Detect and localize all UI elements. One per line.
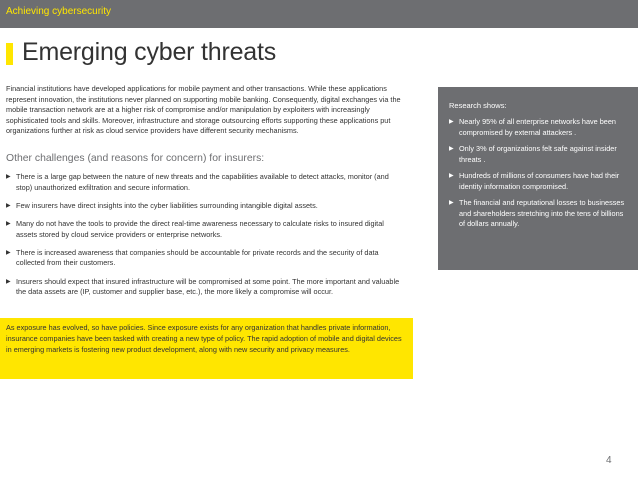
- list-item: [6, 172, 406, 193]
- triangle-bullet-icon: ▶: [449, 119, 454, 125]
- top-section-bar: [0, 0, 638, 28]
- list-item-text: The financial and reputational losses to businesses and shareholders stretching into the tens of billions of dollars annually.: [459, 198, 625, 228]
- list-item: [6, 277, 406, 298]
- list-item: [6, 219, 406, 240]
- list-item: [449, 117, 631, 138]
- triangle-bullet-icon: ▶: [449, 200, 454, 206]
- section-label: Achieving cybersecurity: [6, 6, 112, 17]
- list-item: [449, 171, 631, 192]
- challenges-list: [6, 172, 406, 305]
- triangle-bullet-icon: ▶: [6, 249, 11, 256]
- research-panel: [438, 87, 638, 270]
- list-item-text: There is increased awareness that companies should be accountable for private records and the security of data collected from their customers.: [16, 247, 379, 268]
- intro-paragraph: Financial institutions have developed applications for mobile payment and other transactions. While these applications represent innovation, the institutions never planned on supporting mobile banking. Consequently, digital exchanges via the mobile transaction network are at a higher risk of compromise and/or manipulation by exploiters with increasingly sophisticated tools and skills. Moreover, infrastructure and storage outsourcing efforts supporting these applications put organizations further at risk as cloud service providers have different security mechanisms.: [6, 84, 401, 136]
- research-list: [449, 117, 631, 236]
- list-item-text: There is a large gap between the nature of new threats and the capabilities available to detect attacks, monitor (and stop) unauthorized exfiltration and secure information.: [16, 172, 389, 192]
- list-item-text: Hundreds of millions of consumers have had their identity information compromised.: [459, 171, 620, 191]
- triangle-bullet-icon: ▶: [449, 173, 454, 179]
- highlight-text: As exposure has evolved, so have policies. Since exposure exists for any organization that handles private information, insurance companies have been tasked with creating a new type of policy. The rapid adoption of mobile and digital devices in emerging markets is fostering new product development, along with new security and privacy measures.: [6, 323, 402, 354]
- list-item-text: Insurers should expect that insured infrastructure will be compromised at some point. The more important and valuable the data assets are (IP, customer and supplier base, etc.), the more likely a compromise will occur.: [16, 276, 400, 297]
- research-title: Research shows:: [449, 101, 507, 110]
- list-item: [6, 201, 406, 212]
- triangle-bullet-icon: ▶: [6, 202, 11, 209]
- list-item: [6, 248, 406, 269]
- list-item-text: Nearly 95% of all enterprise networks have been compromised by external attackers .: [459, 117, 616, 137]
- page-number: 4: [606, 455, 612, 466]
- list-item: [449, 198, 631, 230]
- triangle-bullet-icon: ▶: [6, 278, 11, 285]
- triangle-bullet-icon: ▶: [6, 174, 11, 180]
- list-item: [449, 144, 631, 165]
- triangle-bullet-icon: ▶: [6, 220, 11, 227]
- list-item-text: Many do not have the tools to provide the direct real-time awareness necessary to calculate risks to insured digital assets stored by cloud service providers or enterprise networks.: [16, 218, 384, 239]
- title-accent-bar: [6, 43, 13, 65]
- highlight-callout: [0, 318, 413, 379]
- page-title: Emerging cyber threats: [22, 38, 277, 66]
- list-item-text: Few insurers have direct insights into the cyber liabilities surrounding intangible digital assets.: [16, 200, 318, 210]
- list-item-text: Only 3% of organizations felt safe against insider threats .: [459, 144, 617, 164]
- triangle-bullet-icon: ▶: [449, 146, 454, 152]
- challenges-heading: Other challenges (and reasons for concern) for insurers:: [6, 153, 265, 164]
